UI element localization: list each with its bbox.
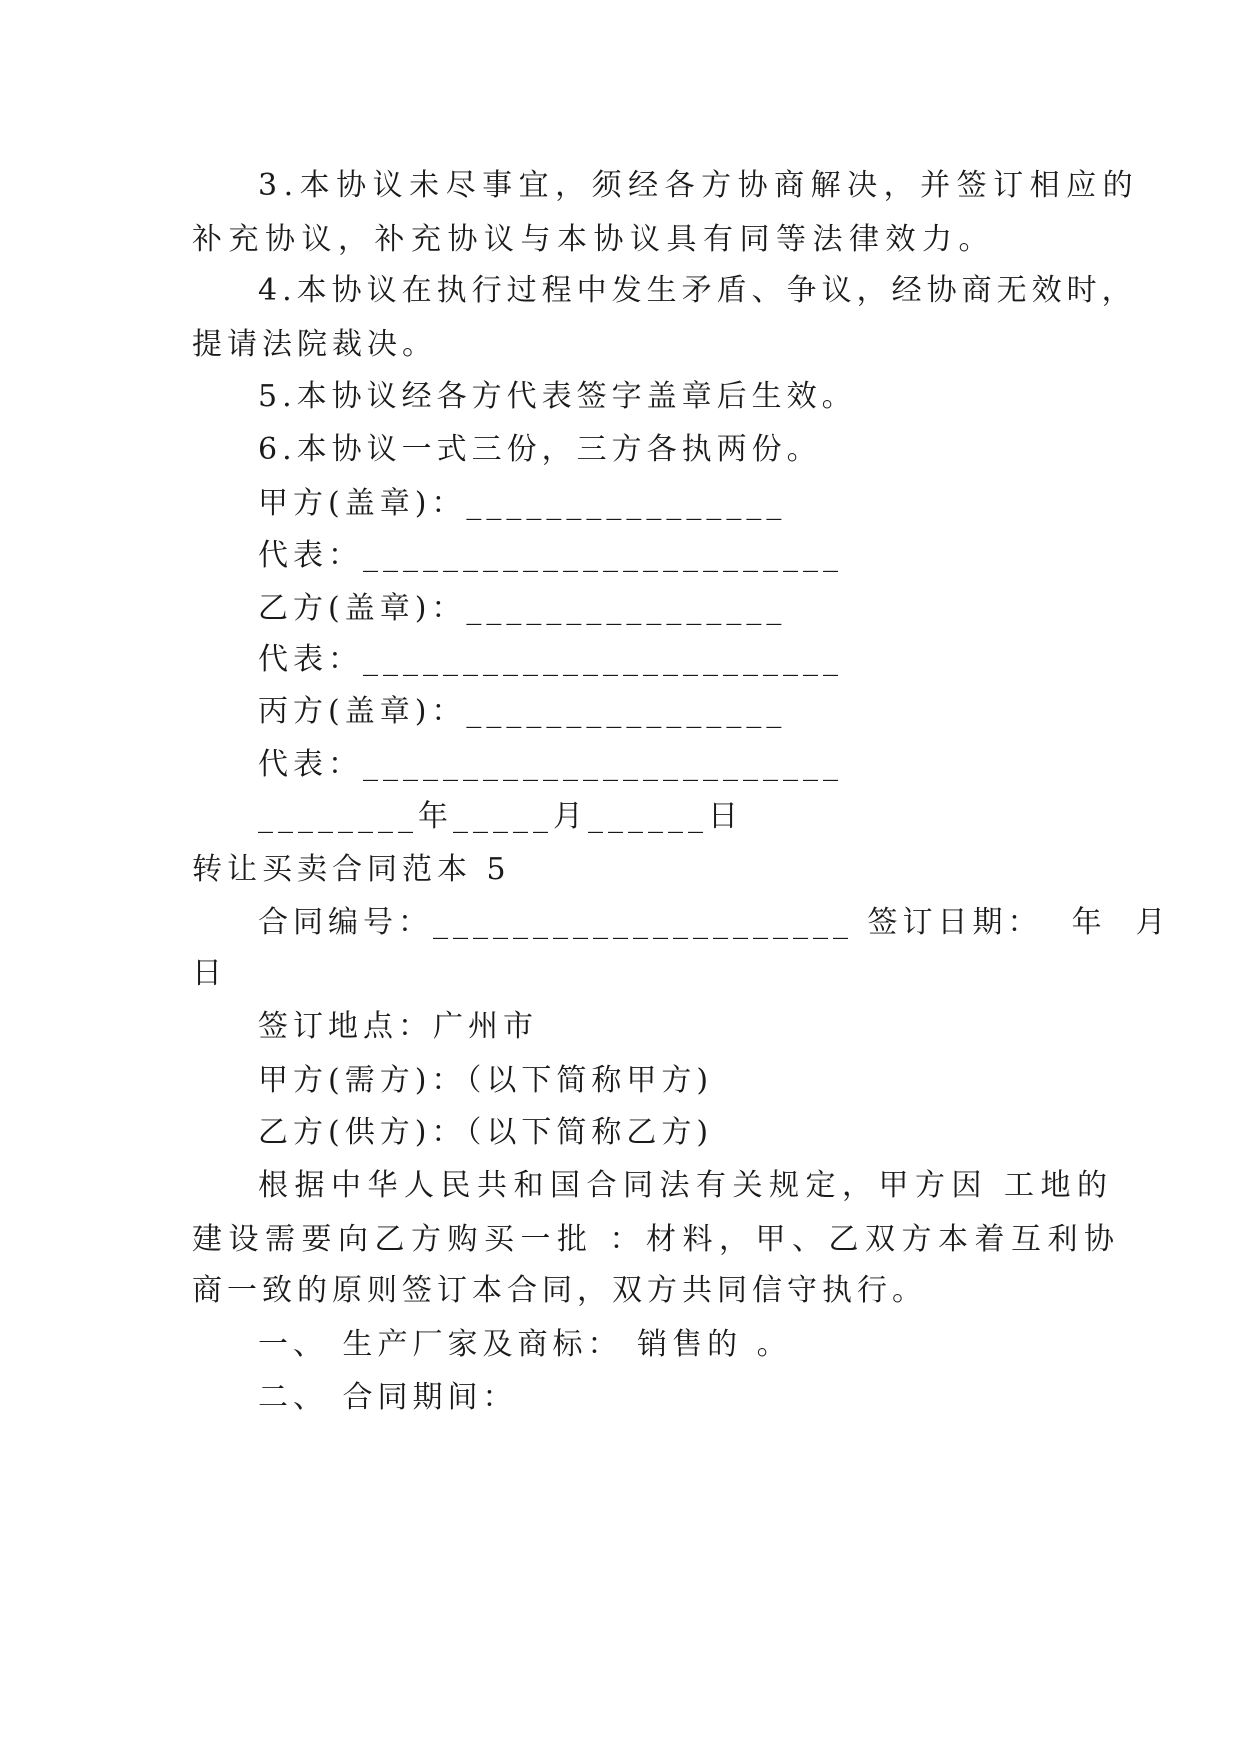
contract-number-line-cont: 日: [192, 956, 227, 991]
clause-4-line-1: 4.本协议在执行过程中发生矛盾、争议，经协商无效时，: [258, 273, 1137, 308]
party-c-representative: 代表：________________________: [258, 747, 843, 782]
article-2: 二、 合同期间：: [258, 1380, 518, 1415]
clause-6: 6.本协议一式三份，三方各执两份。: [258, 432, 822, 467]
party-c-seal-line: 丙方(盖章)：________________: [258, 694, 787, 729]
party-b-representative: 代表：________________________: [258, 642, 843, 677]
section-title: 转让买卖合同范本 5: [192, 852, 511, 887]
clause-4-line-2: 提请法院裁决。: [192, 327, 437, 362]
clause-3-line-2: 补充协议，补充协议与本协议具有同等法律效力。: [192, 222, 995, 257]
party-b-supply: 乙方(供方)：（以下简称乙方): [258, 1115, 714, 1150]
clause-3-line-1: 3.本协议未尽事宜，须经各方协商解决，并签订相应的: [258, 168, 1140, 203]
party-b-seal-line: 乙方(盖章)：________________: [258, 591, 787, 626]
preamble-line-1: 根据中华人民共和国合同法有关规定，甲方因 工地的: [258, 1168, 1114, 1203]
clause-5: 5.本协议经各方代表签字盖章后生效。: [258, 379, 857, 414]
contract-number-line: 合同编号：_____________________ 签订日期： 年 月: [258, 905, 1171, 940]
party-a-seal-line: 甲方(盖章)：________________: [258, 486, 787, 521]
party-a-representative: 代表：________________________: [258, 538, 843, 573]
date-line: ________年_____月______日: [258, 799, 743, 834]
preamble-line-2: 建设需要向乙方购买一批 ：材料，甲、乙双方本着互利协: [192, 1222, 1121, 1257]
preamble-line-3: 商一致的原则签订本合同，双方共同信守执行。: [192, 1273, 927, 1308]
party-a-demand: 甲方(需方)：（以下简称甲方): [258, 1063, 714, 1098]
signing-place: 签订地点：广州市: [258, 1009, 538, 1044]
article-1: 一、 生产厂家及商标： 销售的 。: [258, 1327, 792, 1362]
